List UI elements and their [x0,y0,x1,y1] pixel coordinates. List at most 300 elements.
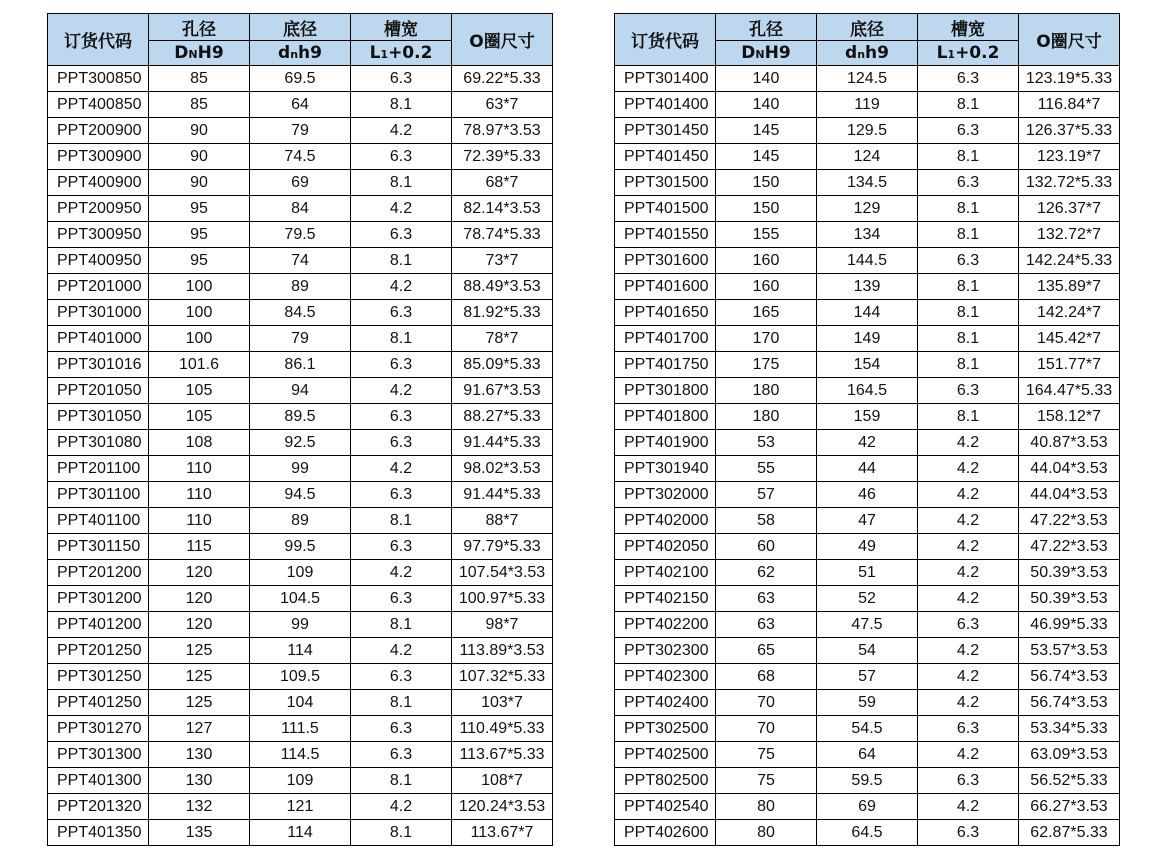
bore-cell: 140 [716,92,817,118]
groove-cell: 8.1 [918,300,1019,326]
header-base-symbol: dnh9 [817,41,918,66]
groove-cell: 4.2 [351,378,452,404]
oring-cell: 100.97*5.33 [452,586,553,612]
bore-cell: 145 [716,118,817,144]
groove-cell: 8.1 [918,196,1019,222]
groove-cell: 6.3 [918,248,1019,274]
oring-cell: 145.42*7 [1019,326,1120,352]
bore-cell: 125 [149,638,250,664]
table-row [615,742,1120,768]
base-cell: 69.5 [250,66,351,92]
base-cell: 134.5 [817,170,918,196]
bore-cell: 90 [149,144,250,170]
groove-cell: 6.3 [351,482,452,508]
groove-cell: 4.2 [351,118,452,144]
oring-cell: 46.99*5.33 [1019,612,1120,638]
groove-cell: 6.3 [918,820,1019,846]
bore-cell: 130 [149,768,250,794]
oring-cell: 56.74*3.53 [1019,664,1120,690]
base-cell: 121 [250,794,351,820]
table-row [615,430,1120,456]
oring-cell: 116.84*7 [1019,92,1120,118]
bore-cell: 70 [716,716,817,742]
base-cell: 99.5 [250,534,351,560]
oring-cell: 85.09*5.33 [452,352,553,378]
base-cell: 139 [817,274,918,300]
base-cell: 46 [817,482,918,508]
base-cell: 59 [817,690,918,716]
table-row [48,768,553,794]
oring-cell: 66.27*3.53 [1019,794,1120,820]
base-cell: 47 [817,508,918,534]
bore-cell: 105 [149,378,250,404]
oring-cell: 78*7 [452,326,553,352]
base-cell: 99 [250,456,351,482]
groove-cell: 6.3 [351,404,452,430]
oring-cell: 50.39*3.53 [1019,560,1120,586]
oring-cell: 113.89*3.53 [452,638,553,664]
base-cell: 54.5 [817,716,918,742]
bore-cell: 68 [716,664,817,690]
order-code-cell: PPT401350 [48,820,149,846]
oring-cell: 91.44*5.33 [452,430,553,456]
table-row [48,352,553,378]
oring-cell: 44.04*3.53 [1019,456,1120,482]
groove-cell: 4.2 [918,430,1019,456]
base-cell: 42 [817,430,918,456]
base-cell: 52 [817,586,918,612]
order-code-cell: PPT401650 [615,300,716,326]
bore-cell: 125 [149,664,250,690]
table-row [615,144,1120,170]
order-code-cell: PPT201100 [48,456,149,482]
table-row [615,404,1120,430]
bore-cell: 120 [149,560,250,586]
table-row [615,560,1120,586]
base-cell: 69 [250,170,351,196]
groove-cell: 8.1 [351,92,452,118]
oring-cell: 108*7 [452,768,553,794]
groove-cell: 6.3 [351,534,452,560]
table-row [48,118,553,144]
order-code-cell: PPT402200 [615,612,716,638]
table-row [615,820,1120,846]
header-groove: 槽宽 [351,14,452,41]
bore-cell: 135 [149,820,250,846]
bore-cell: 100 [149,274,250,300]
oring-cell: 78.74*5.33 [452,222,553,248]
order-code-cell: PPT301016 [48,352,149,378]
bore-cell: 63 [716,586,817,612]
table-row [615,482,1120,508]
base-cell: 92.5 [250,430,351,456]
groove-cell: 4.2 [918,690,1019,716]
base-cell: 159 [817,404,918,430]
bore-cell: 90 [149,118,250,144]
bore-cell: 63 [716,612,817,638]
groove-cell: 8.1 [351,248,452,274]
bore-cell: 140 [716,66,817,92]
order-code-cell: PPT402300 [615,664,716,690]
table-row [615,612,1120,638]
oring-cell: 73*7 [452,248,553,274]
order-code-cell: PPT301500 [615,170,716,196]
table-row [48,560,553,586]
bore-cell: 65 [716,638,817,664]
oring-cell: 81.92*5.33 [452,300,553,326]
header-bore: 孔径 [149,14,250,41]
oring-cell: 107.32*5.33 [452,664,553,690]
table-row [48,378,553,404]
order-code-cell: PPT201320 [48,794,149,820]
order-code-cell: PPT201000 [48,274,149,300]
base-cell: 79 [250,326,351,352]
table-row [48,716,553,742]
oring-cell: 123.19*7 [1019,144,1120,170]
base-cell: 54 [817,638,918,664]
groove-cell: 6.3 [351,430,452,456]
header-base: 底径 [250,14,351,41]
bore-cell: 55 [716,456,817,482]
base-cell: 74 [250,248,351,274]
order-code-cell: PPT402500 [615,742,716,768]
bore-cell: 155 [716,222,817,248]
bore-cell: 120 [149,586,250,612]
groove-cell: 6.3 [351,716,452,742]
table-row [615,586,1120,612]
bore-cell: 57 [716,482,817,508]
bore-cell: 160 [716,274,817,300]
groove-cell: 8.1 [351,612,452,638]
bore-cell: 150 [716,170,817,196]
oring-cell: 88.49*3.53 [452,274,553,300]
bore-cell: 58 [716,508,817,534]
base-cell: 129 [817,196,918,222]
table-row [48,144,553,170]
groove-cell: 4.2 [351,794,452,820]
bore-cell: 145 [716,144,817,170]
table-row [615,92,1120,118]
bore-cell: 95 [149,196,250,222]
order-code-cell: PPT402100 [615,560,716,586]
groove-cell: 6.3 [918,118,1019,144]
header-base: 底径 [817,14,918,41]
bore-cell: 105 [149,404,250,430]
base-cell: 57 [817,664,918,690]
oring-cell: 62.87*5.33 [1019,820,1120,846]
order-code-cell: PPT301800 [615,378,716,404]
bore-cell: 75 [716,742,817,768]
base-cell: 84 [250,196,351,222]
table-row [615,222,1120,248]
table-row [48,664,553,690]
order-code-cell: PPT301450 [615,118,716,144]
table-row [48,66,553,92]
base-cell: 114 [250,638,351,664]
base-cell: 104 [250,690,351,716]
base-cell: 119 [817,92,918,118]
table-row [615,638,1120,664]
groove-cell: 4.2 [351,456,452,482]
oring-cell: 78.97*3.53 [452,118,553,144]
groove-cell: 8.1 [351,508,452,534]
base-cell: 114 [250,820,351,846]
oring-cell: 113.67*5.33 [452,742,553,768]
order-code-cell: PPT301400 [615,66,716,92]
oring-cell: 88.27*5.33 [452,404,553,430]
order-code-cell: PPT401800 [615,404,716,430]
table-row [48,820,553,846]
order-code-cell: PPT301600 [615,248,716,274]
groove-cell: 6.3 [918,768,1019,794]
base-cell: 64 [250,92,351,118]
table-row [615,794,1120,820]
table-row [48,534,553,560]
oring-cell: 142.24*7 [1019,300,1120,326]
table-row [615,378,1120,404]
base-cell: 134 [817,222,918,248]
order-code-cell: PPT401100 [48,508,149,534]
order-code-cell: PPT301200 [48,586,149,612]
base-cell: 89.5 [250,404,351,430]
oring-cell: 113.67*7 [452,820,553,846]
base-cell: 94.5 [250,482,351,508]
order-code-cell: PPT400850 [48,92,149,118]
groove-cell: 8.1 [918,92,1019,118]
bore-cell: 70 [716,690,817,716]
base-cell: 44 [817,456,918,482]
order-code-cell: PPT300900 [48,144,149,170]
table-row [48,794,553,820]
order-code-cell: PPT401250 [48,690,149,716]
bore-cell: 95 [149,248,250,274]
table-row [48,456,553,482]
table-row [615,716,1120,742]
order-code-cell: PPT402540 [615,794,716,820]
table-row [48,300,553,326]
bore-cell: 75 [716,768,817,794]
bore-cell: 165 [716,300,817,326]
spec-table-right [614,13,1120,846]
table-row [48,92,553,118]
oring-cell: 88*7 [452,508,553,534]
groove-cell: 4.2 [918,742,1019,768]
base-cell: 109 [250,560,351,586]
oring-cell: 164.47*5.33 [1019,378,1120,404]
groove-cell: 6.3 [351,222,452,248]
order-code-cell: PPT201250 [48,638,149,664]
bore-cell: 60 [716,534,817,560]
groove-cell: 4.2 [918,534,1019,560]
header-bore-symbol: DNH9 [716,41,817,66]
groove-cell: 8.1 [351,170,452,196]
bore-cell: 110 [149,482,250,508]
table-row [48,586,553,612]
order-code-cell: PPT401750 [615,352,716,378]
bore-cell: 95 [149,222,250,248]
groove-cell: 4.2 [918,456,1019,482]
base-cell: 164.5 [817,378,918,404]
order-code-cell: PPT401900 [615,430,716,456]
oring-cell: 120.24*3.53 [452,794,553,820]
order-code-cell: PPT300850 [48,66,149,92]
oring-cell: 110.49*5.33 [452,716,553,742]
order-code-cell: PPT201050 [48,378,149,404]
table-row [48,196,553,222]
base-cell: 109.5 [250,664,351,690]
header-base-symbol: dnh9 [250,41,351,66]
order-code-cell: PPT401000 [48,326,149,352]
order-code-cell: PPT301300 [48,742,149,768]
base-cell: 144 [817,300,918,326]
order-code-cell: PPT301940 [615,456,716,482]
table-body-right [615,66,1120,846]
base-cell: 47.5 [817,612,918,638]
base-cell: 84.5 [250,300,351,326]
order-code-cell: PPT301050 [48,404,149,430]
header-groove-symbol: L1+0.2 [351,41,452,66]
header-bore-symbol: DNH9 [149,41,250,66]
oring-cell: 40.87*3.53 [1019,430,1120,456]
groove-cell: 8.1 [918,144,1019,170]
base-cell: 111.5 [250,716,351,742]
table-row [48,482,553,508]
order-code-cell: PPT402000 [615,508,716,534]
groove-cell: 4.2 [351,560,452,586]
bore-cell: 80 [716,820,817,846]
order-code-cell: PPT201200 [48,560,149,586]
order-code-cell: PPT301000 [48,300,149,326]
bore-cell: 100 [149,326,250,352]
groove-cell: 4.2 [918,560,1019,586]
groove-cell: 8.1 [918,326,1019,352]
order-code-cell: PPT400900 [48,170,149,196]
base-cell: 94 [250,378,351,404]
header-bore: 孔径 [716,14,817,41]
groove-cell: 6.3 [918,378,1019,404]
table-body-left [48,66,553,846]
table-row [48,690,553,716]
oring-cell: 91.44*5.33 [452,482,553,508]
bore-cell: 170 [716,326,817,352]
order-code-cell: PPT302300 [615,638,716,664]
oring-cell: 63.09*3.53 [1019,742,1120,768]
oring-cell: 107.54*3.53 [452,560,553,586]
groove-cell: 4.2 [351,638,452,664]
oring-cell: 69.22*5.33 [452,66,553,92]
groove-cell: 4.2 [918,794,1019,820]
oring-cell: 158.12*7 [1019,404,1120,430]
table-row [48,404,553,430]
order-code-cell: PPT401200 [48,612,149,638]
oring-cell: 72.39*5.33 [452,144,553,170]
bore-cell: 101.6 [149,352,250,378]
oring-cell: 103*7 [452,690,553,716]
groove-cell: 8.1 [351,690,452,716]
oring-cell: 126.37*5.33 [1019,118,1120,144]
table-row [615,274,1120,300]
order-code-cell: PPT301080 [48,430,149,456]
order-code-cell: PPT302000 [615,482,716,508]
bore-cell: 115 [149,534,250,560]
order-code-cell: PPT200950 [48,196,149,222]
base-cell: 79 [250,118,351,144]
table-row [615,196,1120,222]
base-cell: 114.5 [250,742,351,768]
bore-cell: 90 [149,170,250,196]
order-code-cell: PPT301150 [48,534,149,560]
order-code-cell: PPT401300 [48,768,149,794]
bore-cell: 150 [716,196,817,222]
groove-cell: 6.3 [351,664,452,690]
oring-cell: 47.22*3.53 [1019,534,1120,560]
base-cell: 79.5 [250,222,351,248]
oring-cell: 47.22*3.53 [1019,508,1120,534]
base-cell: 69 [817,794,918,820]
base-cell: 74.5 [250,144,351,170]
groove-cell: 8.1 [918,222,1019,248]
bore-cell: 62 [716,560,817,586]
bore-cell: 100 [149,300,250,326]
groove-cell: 4.2 [918,586,1019,612]
table-row [48,430,553,456]
groove-cell: 6.3 [918,716,1019,742]
base-cell: 154 [817,352,918,378]
base-cell: 124 [817,144,918,170]
table-row [615,508,1120,534]
oring-cell: 53.34*5.33 [1019,716,1120,742]
order-code-cell: PPT401700 [615,326,716,352]
oring-cell: 126.37*7 [1019,196,1120,222]
header-order-code: 订货代码 [615,14,716,66]
order-code-cell: PPT802500 [615,768,716,794]
groove-cell: 4.2 [918,482,1019,508]
header-order-code: 订货代码 [48,14,149,66]
base-cell: 86.1 [250,352,351,378]
groove-cell: 8.1 [351,768,452,794]
oring-cell: 98*7 [452,612,553,638]
groove-cell: 8.1 [918,404,1019,430]
groove-cell: 8.1 [351,820,452,846]
groove-cell: 8.1 [351,326,452,352]
oring-cell: 68*7 [452,170,553,196]
order-code-cell: PPT301270 [48,716,149,742]
table-row [48,274,553,300]
table-row [615,664,1120,690]
order-code-cell: PPT401550 [615,222,716,248]
groove-cell: 6.3 [918,66,1019,92]
oring-cell: 56.74*3.53 [1019,690,1120,716]
bore-cell: 125 [149,690,250,716]
order-code-cell: PPT401450 [615,144,716,170]
base-cell: 109 [250,768,351,794]
table-row [48,508,553,534]
oring-cell: 142.24*5.33 [1019,248,1120,274]
order-code-cell: PPT401400 [615,92,716,118]
bore-cell: 110 [149,456,250,482]
bore-cell: 127 [149,716,250,742]
base-cell: 64 [817,742,918,768]
base-cell: 99 [250,612,351,638]
header-oring: O圈尺寸 [452,14,553,66]
oring-cell: 91.67*3.53 [452,378,553,404]
order-code-cell: PPT401500 [615,196,716,222]
order-code-cell: PPT402050 [615,534,716,560]
base-cell: 124.5 [817,66,918,92]
base-cell: 51 [817,560,918,586]
table-row [615,456,1120,482]
oring-cell: 44.04*3.53 [1019,482,1120,508]
